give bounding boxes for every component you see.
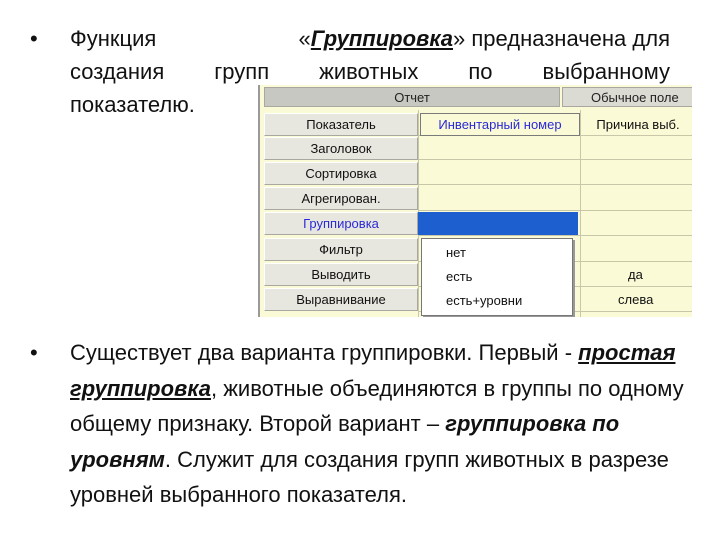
row-label-sorting[interactable]: Сортировка (264, 162, 418, 185)
quote-open: « (298, 26, 311, 51)
text-fragment: Существует два варианта группировки. Первый - (70, 340, 579, 365)
grid-divider (418, 210, 692, 211)
row-label-indicator[interactable]: Показатель (264, 113, 418, 136)
word: выбранному (542, 59, 670, 84)
word: создания (70, 59, 165, 84)
row-label-filter[interactable]: Фильтр (264, 238, 418, 261)
text-line (70, 55, 670, 88)
cell-output-value[interactable]: да (628, 267, 643, 282)
text-fragment: , животные объединяются в группы по одному общему признаку. Второй вариант – (70, 375, 684, 436)
row-label-title[interactable]: Заголовок (264, 137, 418, 160)
bullet-dot: • (30, 340, 38, 365)
report-settings-grid (258, 85, 692, 317)
dropdown-option-yes[interactable]: есть (446, 269, 473, 284)
column-header-inventory-number[interactable]: Инвентарный номер (420, 113, 580, 136)
field-type-header[interactable]: Обычное поле (562, 87, 692, 107)
bullet-grouping-variants (30, 335, 690, 513)
word: животных (319, 59, 419, 84)
simple-grouping-term: простая группировка (70, 340, 676, 401)
column-header-reason[interactable]: Причина выб. (596, 117, 680, 132)
grid-divider (418, 184, 692, 185)
level-grouping-term: группировка по уровням (70, 411, 620, 472)
text-fragment: . Служит для создания групп животных в разрезе уровней выбранного показателя. (70, 446, 669, 507)
row-label-alignment[interactable]: Выравнивание (264, 288, 418, 311)
text-line: показателю. (70, 92, 195, 117)
dropdown-option-yes-levels[interactable]: есть+уровни (446, 293, 523, 308)
word: Функция (70, 26, 157, 51)
bullet-dot: • (30, 26, 38, 51)
grouping-dropdown-list[interactable] (421, 238, 573, 316)
text-rest: » предназначена для (453, 26, 670, 51)
grid-divider (418, 159, 692, 160)
row-label-grouping[interactable]: Группировка (264, 212, 418, 235)
row-label-aggregation[interactable]: Агрегирован. (264, 187, 418, 210)
cell-alignment-value[interactable]: слева (618, 292, 654, 307)
row-label-output[interactable]: Выводить (264, 263, 418, 286)
function-name: Группировка (310, 26, 453, 51)
word: по (468, 59, 493, 84)
grouping-cell-selected[interactable] (418, 212, 578, 235)
report-header[interactable]: Отчет (264, 87, 560, 107)
text-fragment (299, 22, 670, 55)
grid-divider (418, 235, 692, 236)
word: групп (214, 59, 270, 84)
dropdown-option-none[interactable]: нет (446, 245, 466, 260)
text-line (70, 22, 670, 55)
